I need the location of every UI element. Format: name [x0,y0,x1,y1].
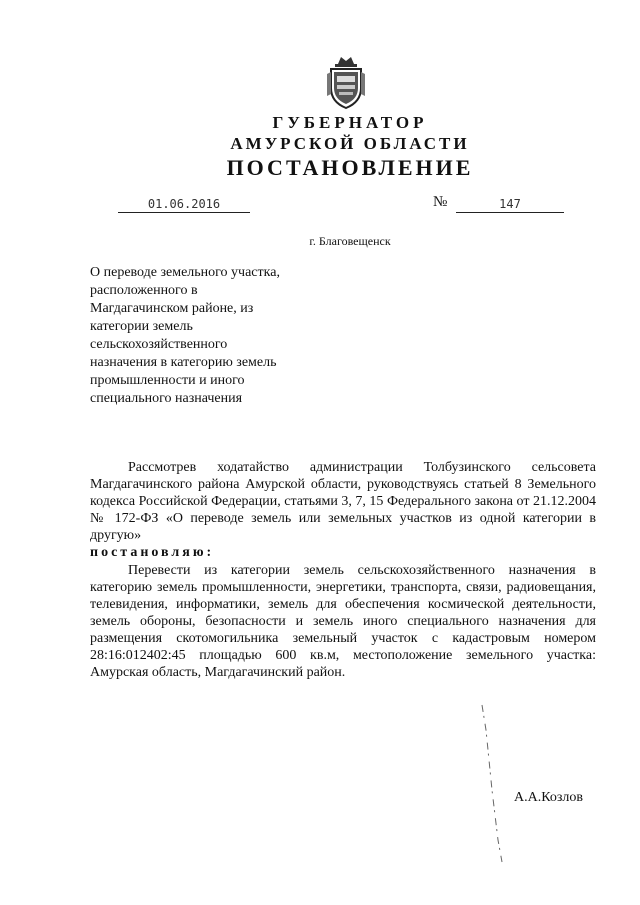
signature-name: А.А.Козлов [514,790,583,805]
subject-line: категории земель [90,319,193,334]
subject-line: сельскохозяйственного [90,337,228,352]
subject-line: промышленности и иного [90,373,245,388]
document-city: г. Благовещенск [309,234,391,248]
subject-line: расположенного в [90,283,198,298]
coat-of-arms-icon [325,54,367,110]
document-date: 01.06.2016 [118,196,250,213]
header-title: ГУБЕРНАТОР [272,113,428,132]
subject-line: Магдагачинском районе, из [90,301,254,316]
document-number: 147 [456,196,564,213]
subject-line: О переводе земельного участка, [90,265,280,280]
header-region: АМУРСКОЙ ОБЛАСТИ [230,134,470,153]
document-type-title: ПОСТАНОВЛЕНИЕ [226,155,474,180]
subject-line: назначения в категорию земель [90,355,277,370]
subject-line: специального назначения [90,391,243,406]
preamble-paragraph: Рассмотрев ходатайство администрации Толбузинского сельсовета Магдагачинского района Амурской области, руководствуясь статьей 8 Земельного кодекса Российской Федерации, статьями 3, 7, 15 Федерального закона от 21.12.2004 № 172-ФЗ «О переводе земель или земельных участков из одной категории в другую» [90,460,596,543]
number-label: № [433,194,448,210]
decree-word: постановляю: [90,545,215,560]
document-subject [90,264,320,408]
decree-paragraph: Перевести из категории земель сельскохозяйственного назначения в категорию земель промышленности, энергетики, транспорта, связи, радиовещания, телевидения, информатики, земель для обеспечения космической деятельности, земель обороны, безопасности и земель иного специального назначения для размещения скотомогильника земельный участок с кадастровым номером 28:16:012402:45 площадью 600 кв.м, местоположение земельного участка: Амурская область, Магдагачинский район. [90,563,596,680]
